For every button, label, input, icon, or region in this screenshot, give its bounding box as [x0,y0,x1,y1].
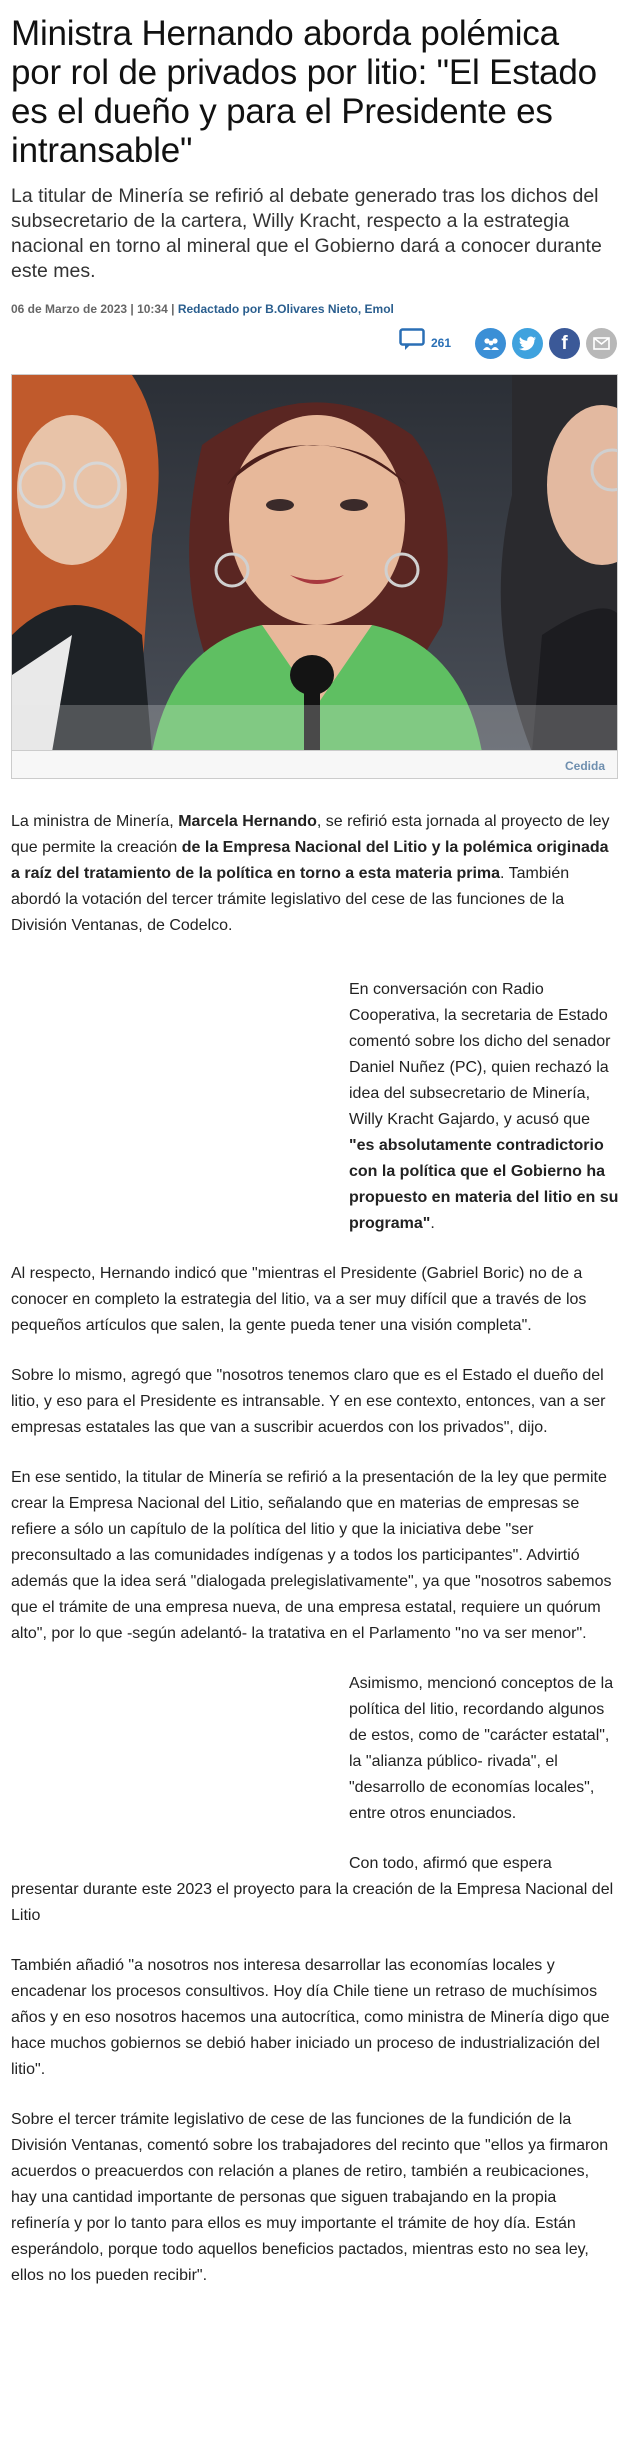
photo-credit: Cedida [11,751,618,779]
comments-button[interactable] [399,328,451,357]
email-icon[interactable] [586,328,617,359]
share-bar [11,322,618,362]
p1-bold-topic: de la Empresa Nacional del Litio y la polémica originada a raíz del tratamiento de la política en torno a esta materia prima [11,839,609,882]
paragraph-8: También añadió "a nosotros nos interesa desarrollar las economías locales y encadenar los procesos consultivos. Hoy día Chile tiene un retraso de muchísimos años y en eso nosotros hacemos una autocrítica, como ministra de Minería digo que hace muchos gobiernos se debió haber iniciado un proceso de industrialización del litio". [11,1957,610,2078]
p2-text-a: En conversación con Radio Cooperativa, la secretaria de Estado comentó sobre los dicho del senador Daniel Nuñez (PC), quien rechazó la idea del subsecretario de Minería, Willy Kracht Gajardo, y acusó que [349,981,611,1128]
paragraph-6: Asimismo, mencionó conceptos de la política del litio, recordando algunos de estos, como de "carácter estatal", la "alianza público- rivada", el "desarrollo de economías locales", entre otros enunciados. [349,1675,614,1822]
paragraph-3: Al respecto, Hernando indicó que "mientras el Presidente (Gabriel Boric) no de a conocer en completo la estrategia del litio, va a ser muy difícil que a través de los pequeños artículos que salen, la gente pueda tener una visión completa". [11,1265,587,1334]
facebook-icon[interactable]: f [549,328,580,359]
p1-text-c: , se refirió esta jornada al proyecto de ley que permite la creación [11,813,610,856]
paragraph-4: Sobre lo mismo, agregó que "nosotros tenemos claro que es el Estado el dueño del litio, y eso para el Presidente es intransable. Y en ese contexto, entonces, van a ser empresas estatales las que van a suscribir acuerdos con los privados", dijo. [11,1367,606,1436]
community-icon[interactable] [475,328,506,359]
p1-text-e: . También abordó la votación del tercer trámite legislativo del cese de las funciones de la División Ventanas, de Codelco. [11,865,570,934]
p2-bold-quote: "es absolutamente contradictorio con la política que el Gobierno ha propuesto en materia del litio en su programa" [349,1137,619,1232]
p1-text-a: La ministra de Minería, [11,813,179,830]
article-author[interactable]: Redactado por B.Olivares Nieto, Emol [177,302,394,316]
paragraph-7 [11,1851,618,1929]
comment-icon [399,328,425,357]
article-title: Ministra Hernando aborda polémica por rol de privados por litio: "El Estado es el dueño y para el Presidente es intransable" [11,14,597,170]
article-photo [11,374,618,751]
twitter-icon[interactable] [512,328,543,359]
article-date: 06 de Marzo de 2023 | 10:34 | [11,302,175,316]
p1-bold-name: Marcela Hernando [178,813,317,830]
p2-text-c: . [430,1215,435,1232]
p7-text-b: presentar durante este 2023 el proyecto para la creación de la Empresa Nacional del Litio [11,1881,614,1924]
p7-text-a: Con todo, afirmó que espera [349,1855,552,1872]
comment-count: 261 [431,335,452,350]
paragraph-1 [11,809,618,939]
article-lead: La titular de Minería se refirió al debate generado tras los dichos del subsecretario de la cartera, Willy Kracht, respecto a la estrategia nacional en torno al mineral que el Gobierno dará a conocer durante este mes. [11,185,602,282]
paragraph-9: Sobre el tercer trámite legislativo de cese de las funciones de la fundición de la División Ventanas, comentó sobre los trabajadores del recinto que "ellos ya firmaron acuerdos o preacuerdos con relación a planes de retiro, también a reubicaciones, hay una cantidad importante de personas que siguen trabajando en la propia refinería y por lo tanto para ellos es muy importante el trámite de hoy día. Están esperándolo, porque todo aquellos beneficios pactados, mientras esto no sea ley, ellos no los pueden recibir". [11,2111,609,2284]
article [0,14,629,2289]
paragraph-2 [349,977,619,1237]
paragraph-5: En ese sentido, la titular de Minería se refirió a la presentación de la ley que permite crear la Empresa Nacional del Litio, señalando que en materias de empresas se refiere a sólo un capítulo de la política del litio y que la iniciativa debe "ser preconsultado a las comunidades indígenas y a todos los participantes". Advirtió además que la idea será "dialogada prelegislativamente", ya que "nosotros sabemos que el trámite de una empresa nueva, de una empresa estatal, requiere un quórum alto", por lo que -según adelantó- la tratativa en el Parlamento "no va ser menor". [11,1469,612,1642]
article-meta [11,302,618,316]
